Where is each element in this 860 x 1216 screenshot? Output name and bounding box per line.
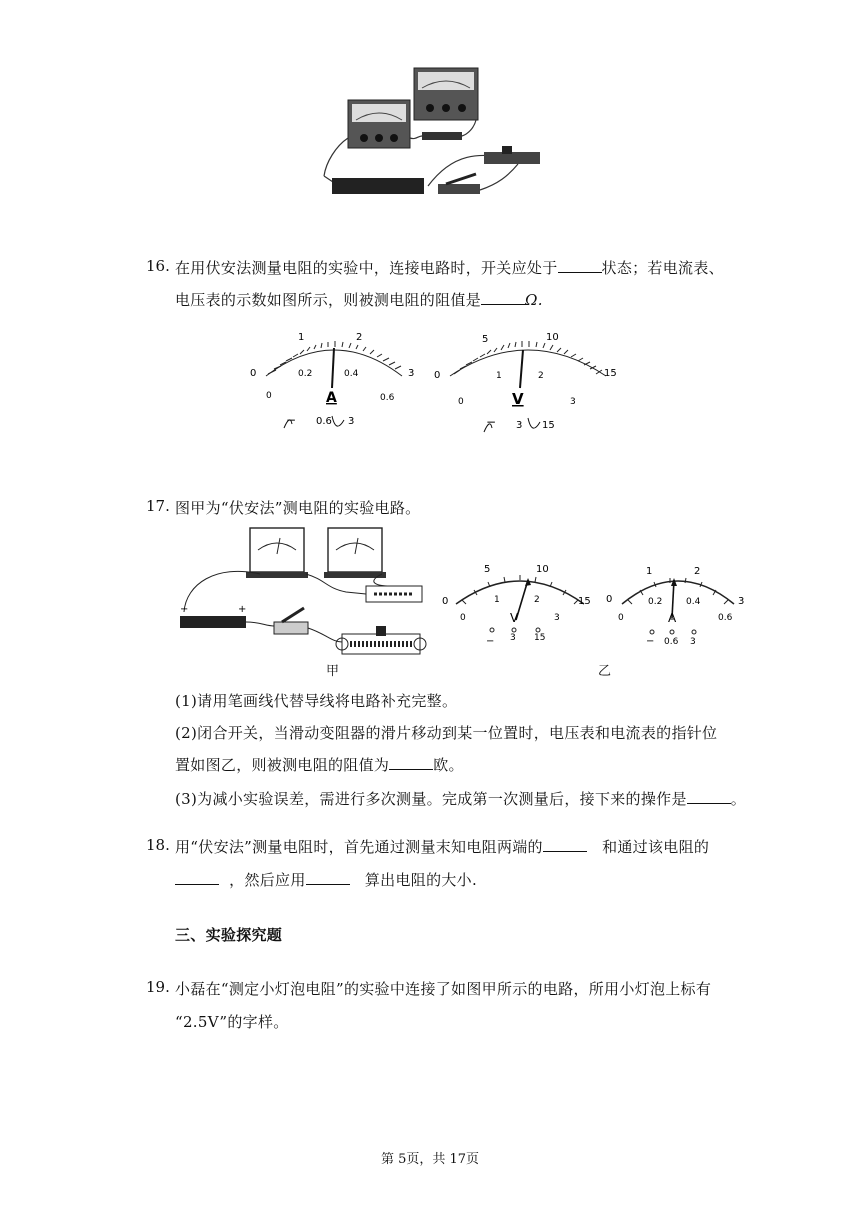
voltmeter-needle: [520, 350, 523, 388]
q18-text-c: ，然后应用: [229, 871, 306, 889]
voltmeter-yi-top-1: 5: [484, 564, 491, 575]
figure-label-yi: 乙: [598, 664, 612, 679]
q18-text-d: 算出电阻的大小.: [364, 871, 478, 889]
ammeter-terminal-minus: −: [286, 413, 297, 427]
svg-text:−: −: [180, 604, 189, 615]
voltmeter-device-icon: [324, 528, 386, 578]
ammeter-device-icon: [246, 528, 308, 578]
svg-text:+: +: [238, 604, 247, 615]
meters-figure-yi: [440, 560, 756, 652]
voltmeter-yi-end-right-small: 3: [554, 613, 560, 623]
question-16-line1: [175, 257, 724, 278]
question-19-number: 19.: [146, 978, 170, 996]
voltmeter-end-right-small: 3: [570, 397, 576, 407]
voltmeter-unit: V: [512, 390, 524, 408]
q17-sub2-text-a: 置如图乙，则被测电阻的阻值为: [175, 756, 390, 774]
section-heading-3: 三、实验探究题: [175, 926, 283, 944]
switch-icon: [274, 608, 308, 634]
voltmeter-yi-end-right: 15: [578, 596, 591, 607]
ammeter-bottom-zero: 0: [266, 391, 272, 401]
question-17-intro: 图甲为“伏安法”测电阻的实验电路。: [175, 499, 421, 517]
voltmeter-yi-bottom-2: 2: [534, 595, 540, 605]
ammeter-yi-bottom-zero: 0: [618, 613, 624, 623]
ammeter-yi-bottom-2: 0.4: [686, 597, 701, 607]
ammeter-device-icon: [348, 100, 410, 148]
ammeter-dial-yi: [606, 566, 744, 647]
q16-text-a: 在用伏安法测量电阻的实验中，连接电路时，开关应处于: [175, 259, 558, 277]
question-17-number: 17.: [146, 497, 170, 515]
question-16-line2: [175, 289, 543, 310]
ammeter-end-right-small: 0.6: [380, 393, 395, 403]
q16-text-c: 电压表的示数如图所示，则被测电阻的阻值是: [175, 291, 482, 309]
ammeter-end-right: 3: [408, 368, 415, 379]
ammeter-needle: [332, 348, 334, 388]
voltmeter-dial: [434, 332, 617, 432]
question-18-line2: [175, 869, 477, 890]
voltmeter-yi-end-left: 0: [442, 596, 449, 607]
battery-icon: [332, 178, 424, 194]
rheostat-icon: [336, 626, 426, 654]
q16-text-b: 状态；若电流表、: [601, 259, 724, 277]
q18-blank-3[interactable]: [306, 870, 350, 885]
ammeter-yi-bottom-1: 0.2: [648, 597, 663, 607]
ammeter-terminal-3: 3: [348, 416, 355, 427]
voltmeter-yi-terminal-minus: −: [486, 636, 495, 647]
q18-text-a: 用“伏安法”测量电阻时，首先通过测量末知电阻两端的: [175, 838, 543, 856]
ammeter-dial: [250, 332, 414, 428]
q18-blank-1[interactable]: [543, 837, 587, 852]
ammeter-yi-end-right: 3: [738, 596, 745, 607]
q17-blank-2[interactable]: [687, 789, 731, 804]
voltmeter-bottom-zero: 0: [458, 397, 464, 407]
question-19-line1: 小磊在“测定小灯泡电阻”的实验中连接了如图甲所示的电路，所用小灯泡上标有: [175, 980, 712, 998]
q17-sub1: (1)请用笔画线代替导线将电路补充完整。: [175, 692, 458, 710]
ammeter-yi-top-2: 2: [694, 566, 701, 577]
voltmeter-yi-bottom-zero: 0: [460, 613, 466, 623]
rheostat-icon: [484, 146, 540, 164]
q18-blank-2[interactable]: [175, 870, 219, 885]
ammeter-yi-terminal-06: 0.6: [664, 637, 679, 647]
meters-figure-q16: [246, 328, 626, 440]
resistor-icon: [422, 132, 462, 140]
ammeter-yi-end-left: 0: [606, 594, 613, 605]
voltmeter-top-tick-2: 10: [546, 332, 559, 343]
voltmeter-end-right: 15: [604, 368, 617, 379]
ammeter-top-tick-1: 1: [298, 332, 305, 343]
q18-text-b: 和通过该电阻的: [602, 838, 710, 856]
voltmeter-terminal-15: 15: [542, 420, 555, 431]
voltmeter-dial-yi: [442, 564, 591, 647]
ammeter-yi-terminal-3: 3: [690, 637, 696, 647]
ammeter-yi-unit: A: [668, 611, 677, 625]
figure-label-jia: 甲: [326, 664, 340, 679]
ammeter-end-left: 0: [250, 368, 257, 379]
q16-blank-2[interactable]: [481, 290, 525, 305]
voltmeter-top-tick-1: 5: [482, 334, 489, 345]
ammeter-top-tick-2: 2: [356, 332, 363, 343]
voltmeter-yi-bottom-1: 1: [494, 595, 500, 605]
resistor-icon: [366, 586, 422, 602]
ammeter-yi-terminal-minus: −: [646, 636, 655, 647]
ammeter-yi-end-right-small: 0.6: [718, 613, 733, 623]
q17-blank-1[interactable]: [389, 755, 433, 770]
voltmeter-yi-terminal-15: 15: [534, 633, 546, 643]
voltmeter-device-icon: [414, 68, 478, 120]
question-16-number: 16.: [146, 257, 170, 275]
q17-sub3-text-a: (3)为减小实验误差，需进行多次测量。完成第一次测量后，接下来的操作是: [175, 790, 687, 808]
switch-icon: [438, 174, 480, 194]
q17-sub3: [175, 788, 746, 809]
ammeter-bottom-tick-1: 0.2: [298, 369, 313, 379]
question-18-number: 18.: [146, 836, 170, 854]
ammeter-terminal-06: 0.6: [316, 416, 332, 427]
voltmeter-bottom-tick-2: 2: [538, 371, 544, 381]
ammeter-yi-top-1: 1: [646, 566, 653, 577]
circuit-figure-top: [318, 66, 548, 200]
q16-blank-1[interactable]: [558, 258, 602, 273]
q17-sub2-line2: [175, 754, 464, 775]
question-18-line1: [175, 836, 709, 857]
voltmeter-bottom-tick-1: 1: [496, 371, 502, 381]
q17-sub3-text-b: 。: [730, 790, 747, 808]
voltmeter-terminal-3: 3: [516, 420, 523, 431]
q17-sub2-line1: (2)闭合开关，当滑动变阻器的滑片移动到某一位置时，电压表和电流表的指针位: [175, 724, 718, 742]
page-footer: 第 5页，共 17页: [380, 1152, 480, 1167]
voltmeter-end-left: 0: [434, 370, 441, 381]
voltmeter-yi-terminal-3: 3: [510, 633, 516, 643]
ammeter-bottom-tick-2: 0.4: [344, 369, 359, 379]
q16-text-d: Ω.: [525, 291, 543, 309]
voltmeter-yi-unit: V: [510, 611, 519, 625]
voltmeter-terminal-minus: −: [486, 415, 497, 429]
question-19-line2: “2.5V”的字样。: [175, 1013, 289, 1031]
ammeter-unit: A: [326, 390, 337, 406]
circuit-figure-jia: [176, 524, 438, 680]
battery-icon: [180, 604, 246, 628]
q17-sub2-text-b: 欧。: [433, 756, 464, 774]
voltmeter-yi-top-2: 10: [536, 564, 549, 575]
